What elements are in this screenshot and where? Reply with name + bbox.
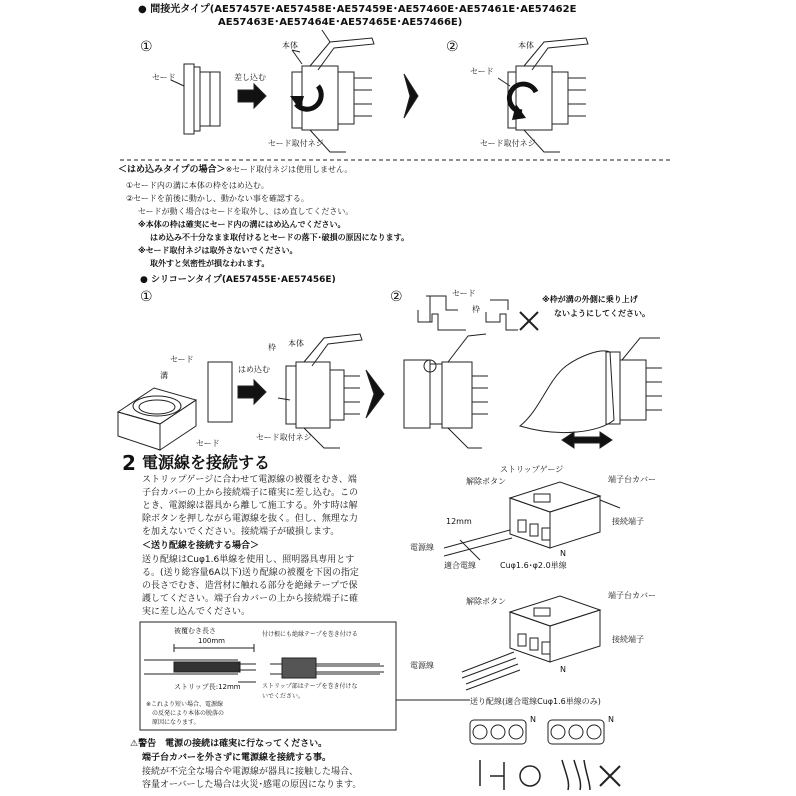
silicone-title: ● シリコーンタイプ(AE57455E･AE57456E) xyxy=(140,275,336,285)
fit-line-7: 取外すと気密性が損なわれます。 xyxy=(150,259,270,268)
para1-line-1: ストリップゲージに合わせて電源線の被覆をむき、端 xyxy=(142,475,357,485)
para2-line-1: 送り配線はCuφ1.6単線を使用し、照明器具専用とす xyxy=(142,555,355,565)
box-footnote-3: 原因になります。 xyxy=(152,719,200,726)
feed-wire-label: 送り配線(適合電線Cuφ1.6単線のみ) xyxy=(470,697,601,706)
n-label-1: N xyxy=(560,549,566,558)
terminal-front-ok xyxy=(470,720,526,744)
insert-arrow xyxy=(238,84,266,108)
para2-line-2: る。(送り総容量6A以下)送り配線の被覆を下図の指定 xyxy=(142,568,359,578)
terminal-cover-label: 端子台カバー xyxy=(608,475,656,484)
shade-ring-1 xyxy=(171,64,220,134)
para2-line-5: 実に差し込んでください。 xyxy=(142,607,251,617)
para2-line-4: 護してください。端子台カバーの上から接続端子に確 xyxy=(142,594,359,604)
terminal-front-ng xyxy=(548,720,604,744)
fit-line-5: はめ込み不十分なまま取付けるとセードの落下･破損の原因になります。 xyxy=(150,233,410,242)
step-2-label: ② xyxy=(446,39,459,55)
warning-line-4: 容量オーバーした場合は火災･感電の原因になります。 xyxy=(142,780,362,790)
box-footnote-2: の反発により本体の脱落の xyxy=(152,710,225,717)
shade-label-4: セード xyxy=(196,439,220,448)
series-title: ● 間接光タイプ(AE57457E･AE57458E･AE57459E･AE57460E･AE57461E･AE57462E xyxy=(138,4,577,15)
shade-plate xyxy=(208,362,232,422)
silicone-step-1: ① xyxy=(140,289,153,305)
fixture-body-4 xyxy=(404,334,488,448)
fit-heading: ＜はめ込みタイプの場合＞※セード取付ネジは使用しません。 xyxy=(118,165,353,175)
detail-view-ok xyxy=(418,296,466,330)
shade-label-3: セード xyxy=(170,355,194,364)
rotate-arrow-2 xyxy=(509,84,536,112)
wire-spec-label: Cuφ1.6･φ2.0単線 xyxy=(500,561,567,570)
power-wire-1 xyxy=(444,530,512,560)
para1-line-5: を加えないでください。接続端子が破損します。 xyxy=(142,527,340,537)
section-title: 電源線を接続する xyxy=(142,453,271,472)
terminal-block-2 xyxy=(510,596,600,662)
suitable-wire-label: 適合電線 xyxy=(444,561,476,570)
body-label-2: 本体 xyxy=(518,41,534,50)
groove-label: 溝 xyxy=(160,371,168,380)
ng-mark xyxy=(600,766,620,786)
fit-in-label: はめ込む xyxy=(238,365,270,374)
wire-strip-diagram xyxy=(144,644,256,682)
tape-note-2b: いでください。 xyxy=(262,693,305,700)
warning-line-3: 接続が不完全な場合や電源線が器具に接触した場合、 xyxy=(142,767,359,777)
taped-wire-diagram xyxy=(270,658,384,678)
fit-line-6: ※セード取付ネジは取外さないでください。 xyxy=(138,246,298,255)
insert-label: 差し込む xyxy=(234,73,266,82)
move-arrow xyxy=(562,432,612,448)
fit-line-3: セードが動く場合はセードを取外し、はめ直してください。 xyxy=(138,207,354,216)
para1-line-3: とき、電源線は器具から離して施工する。外す時は解 xyxy=(142,501,358,511)
warning-line-2: 端子台カバーを外さずに電源線を接続する事。 xyxy=(142,753,332,763)
terminal-label: 接続端子 xyxy=(612,517,644,526)
silicone-step-2: ② xyxy=(390,289,403,305)
frame-warning-1: ※枠が溝の外側に乗り上げ xyxy=(542,295,638,304)
fixture-body-2 xyxy=(508,38,588,152)
detail-shade-label: セード xyxy=(452,289,476,298)
n-label-4: N xyxy=(608,715,614,724)
box-footnote-1: ※これより短い場合、電源線 xyxy=(146,701,224,708)
screw-label-2: セード取付ネジ xyxy=(480,139,536,148)
strip-gauge-label: ストリップゲージ xyxy=(500,465,564,474)
power-wire-label: 電源線 xyxy=(410,543,434,552)
series-title-line2: AE57463E･AE57464E･AE57465E･AE57466E) xyxy=(218,17,463,28)
fixture-body-1 xyxy=(292,30,374,152)
frame-warning-2: ないようにしてください。 xyxy=(554,309,650,318)
next-arrow xyxy=(404,74,418,118)
length-100mm: 100mm xyxy=(198,637,225,645)
strip-12mm-label: 12mm xyxy=(446,517,472,526)
strip-length-label: 被覆むき長さ xyxy=(174,627,216,635)
strip-12mm-note: ストリップ長:12mm xyxy=(174,683,241,691)
detail-frame-label: 枠 xyxy=(472,305,480,314)
power-wire-label-2: 電源線 xyxy=(410,661,434,670)
body-label: 本体 xyxy=(282,41,298,50)
shade-box-iso xyxy=(118,388,196,450)
terminal-cover-label-2: 端子台カバー xyxy=(608,591,656,600)
ng-wiring xyxy=(562,760,590,790)
feed-wires xyxy=(462,652,520,690)
terminal-label-2: 接続端子 xyxy=(612,635,644,644)
shade-label: セード xyxy=(152,73,176,82)
step-1-label: ① xyxy=(140,39,153,55)
ok-wiring xyxy=(480,760,504,790)
ok-mark xyxy=(520,766,540,786)
terminal-block-1 xyxy=(510,482,620,548)
hand-illustration xyxy=(520,338,662,433)
tape-note-2a: ストリップ部はテープを巻き付けな xyxy=(262,683,358,690)
ng-cross xyxy=(520,312,538,330)
body-label-3: 本体 xyxy=(288,339,304,348)
para1-line-4: 除ボタンを押しながら電源線を抜く。但し、無理な力 xyxy=(142,514,358,524)
n-label-3: N xyxy=(530,715,536,724)
fit-line-4: ※本体の枠は確実にセード内の溝にはめ込んでください。 xyxy=(138,220,346,229)
n-label-2: N xyxy=(560,665,566,674)
release-button-label: 解除ボタン xyxy=(466,477,506,486)
screw-label-3: セード取付ネジ xyxy=(256,433,312,442)
release-button-label-2: 解除ボタン xyxy=(466,597,506,606)
fit-line-1: ①セード内の溝に本体の枠をはめ込む。 xyxy=(126,181,269,190)
tape-note: 付け根にも絶縁テープを巻き付ける xyxy=(262,631,358,638)
feed-heading: ＜送り配線を接続する場合＞ xyxy=(142,541,260,551)
screw-label: セード取付ネジ xyxy=(268,139,324,148)
section-number: 2 xyxy=(122,451,136,475)
detail-view-ng xyxy=(486,300,518,330)
frame-label: 枠 xyxy=(268,343,276,352)
fixture-body-3 xyxy=(278,334,362,448)
shade-label-2: セード xyxy=(470,67,494,76)
para1-line-2: 子台カバーの上から接続端子に確実に差し込む。この xyxy=(142,488,359,498)
para2-line-3: の長さでむき、造営材に触れる部分を絶縁テープで保 xyxy=(142,581,358,591)
fit-line-2: ②セードを前後に動かし、動かない事を確認する。 xyxy=(126,194,309,203)
warning-line-1: ⚠警告 電源の接続は確実に行なってください。 xyxy=(130,739,328,749)
